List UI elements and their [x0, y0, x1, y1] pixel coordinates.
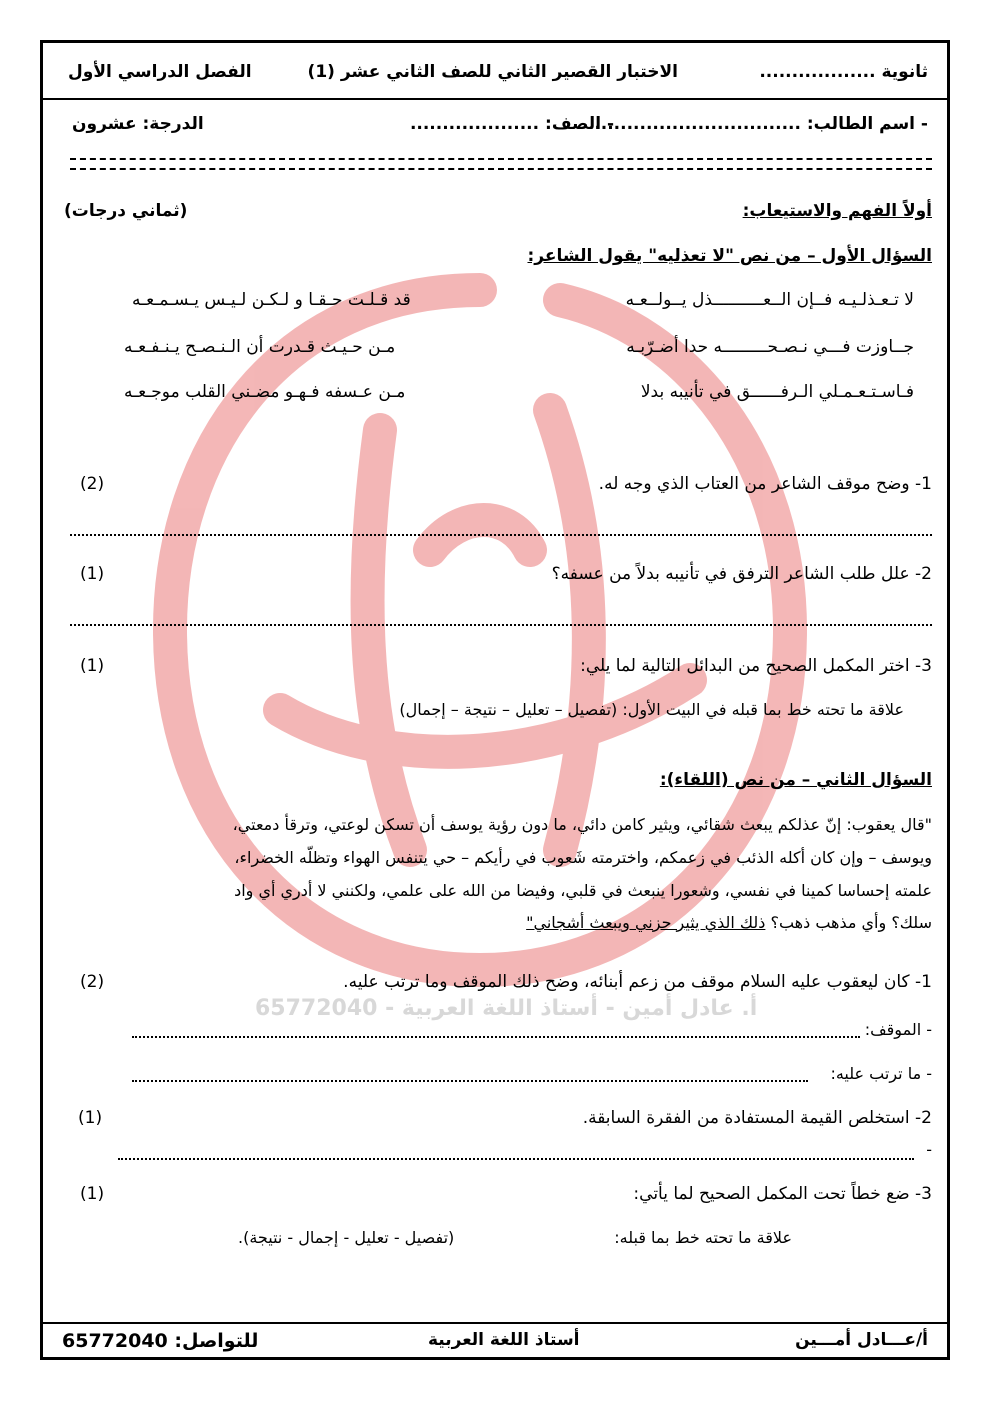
paragraph-underlined: ذلك الذي يثير حزني ويبعث أشجاني" — [526, 913, 766, 932]
verse-1-left: قد قـلـت حـقـا و لـكـن لـيـس يـسـمـعـه — [132, 290, 411, 310]
result-answer-line[interactable] — [132, 1080, 808, 1082]
answer-dash: - — [926, 1140, 932, 1159]
student-name-field[interactable]: - اسم الطالب: ................................ — [594, 114, 928, 134]
s2-question-2-mark: (1) — [78, 1108, 103, 1128]
s1-question-2-mark: (1) — [80, 564, 105, 584]
s2-choice-label: علاقة ما تحته خط بما قبله: — [614, 1228, 792, 1247]
section1-marks: (ثماني درجات) — [64, 201, 188, 221]
answer-line[interactable] — [70, 534, 932, 536]
footer-subject: أستاذ اللغة العربية — [428, 1330, 580, 1350]
s1-question-3-mark: (1) — [80, 656, 105, 676]
verse-3-left: مـن عـسفه فـهـو مضـني القلب موجـعـه — [124, 382, 406, 402]
separator-1 — [70, 158, 932, 160]
paragraph-line-4-text: سلك؟ وأي مذهب ذهب؟ — [765, 913, 932, 932]
paragraph-line-2: ويوسف – وإن كان أكله الذئب في زعمكم، واخترمته شَعوب في رأيكم – حي يتنفس الهواء وتظلّه الخضراء، — [234, 848, 932, 867]
verse-1-right: لا تـعـذلـيـه فــإن الــعــــــــــذل يــولــعـه — [625, 290, 914, 310]
s2-question-1-mark: (2) — [80, 972, 105, 992]
s2-choice-options[interactable]: (تفصيل - تعليل - إجمال - نتيجة). — [238, 1228, 455, 1247]
header-divider — [40, 98, 950, 100]
exam-title: الاختبار القصير الثاني للصف الثاني عشر (1) — [307, 62, 678, 82]
s1-question-3: 3- اختر المكمل الصحيح من البدائل التالية لما يلي: — [580, 656, 932, 676]
result-label: - ما ترتب عليه: — [830, 1064, 932, 1083]
s1-question-2: 2- علل طلب الشاعر الترفق في تأنيبه بدلاً من عسفه؟ — [551, 564, 932, 584]
value-answer-line[interactable] — [118, 1158, 914, 1160]
school-name: ثانوية .................. — [759, 62, 928, 82]
s1-question-1-mark: (2) — [80, 474, 105, 494]
position-label: - الموقف: — [864, 1020, 932, 1039]
class-field[interactable]: - الصف: .................... — [409, 114, 614, 134]
footer-teacher: أ/عـــادل أمـــين — [795, 1330, 928, 1350]
footer-divider — [40, 1322, 950, 1324]
separator-2 — [70, 168, 932, 170]
watermark-caption: أ. عادل أمين - أستاذ اللغة العربية - 65772040 — [255, 996, 758, 1021]
paragraph-line-1: "قال يعقوب: إنّ عذلكم يبعث شقائي، ويثير كامن دائي، ما دون رؤية يوسف أن تسكن لوعتي، وترقأ دمعتي، — [232, 815, 932, 834]
paragraph-line-4 — [526, 913, 932, 932]
s2-question-2: 2- استخلص القيمة المستفادة من الفقرة السابقة. — [582, 1108, 932, 1128]
grade-label: الدرجة: عشرون — [72, 114, 204, 134]
question1-heading: السؤال الأول – من نص "لا تعذليه" يقول الشاعر: — [527, 246, 932, 266]
s1-question-1: 1- وضح موقف الشاعر من العتاب الذي وجه له. — [598, 474, 932, 494]
term-label: الفصل الدراسي الأول — [68, 62, 252, 82]
question2-heading: السؤال الثاني – من نص (اللقاء): — [659, 770, 932, 790]
section1-title: أولاً الفهم والاستيعاب: — [742, 201, 932, 221]
paragraph-line-3: علمته إحساسا كمينا في نفسي، وشعورا ينبعث في قلبي، وفيضا من الله على علمي، ولكنني لا أدري أي واد — [234, 881, 932, 900]
s2-question-3-mark: (1) — [80, 1184, 105, 1204]
s1-choice-line: علاقة ما تحته خط بما قبله في البيت الأول: (تفصيل – تعليل – نتيجة – إجمال) — [399, 700, 904, 719]
verse-2-left: مـن حـيـث قـدرت أن الـنـصـح يـنـفـعـه — [124, 337, 396, 357]
position-answer-line[interactable] — [132, 1036, 860, 1038]
footer-contact: للتواصل: 65772040 — [62, 1330, 259, 1352]
verse-3-right: فـاسـتـعـمـلي الـرفــــــق في تأنيبه بدلا — [640, 382, 914, 402]
s2-question-1: 1- كان ليعقوب عليه السلام موقف من زعم أبنائه، وضح ذلك الموقف وما ترتب عليه. — [343, 972, 932, 992]
s2-question-3: 3- ضع خطاً تحت المكمل الصحيح لما يأتي: — [633, 1184, 932, 1204]
answer-line[interactable] — [70, 624, 932, 626]
verse-2-right: جــاوزت فـــي نـصـحـــــــــه حدا أضـرّبـه — [626, 337, 914, 357]
